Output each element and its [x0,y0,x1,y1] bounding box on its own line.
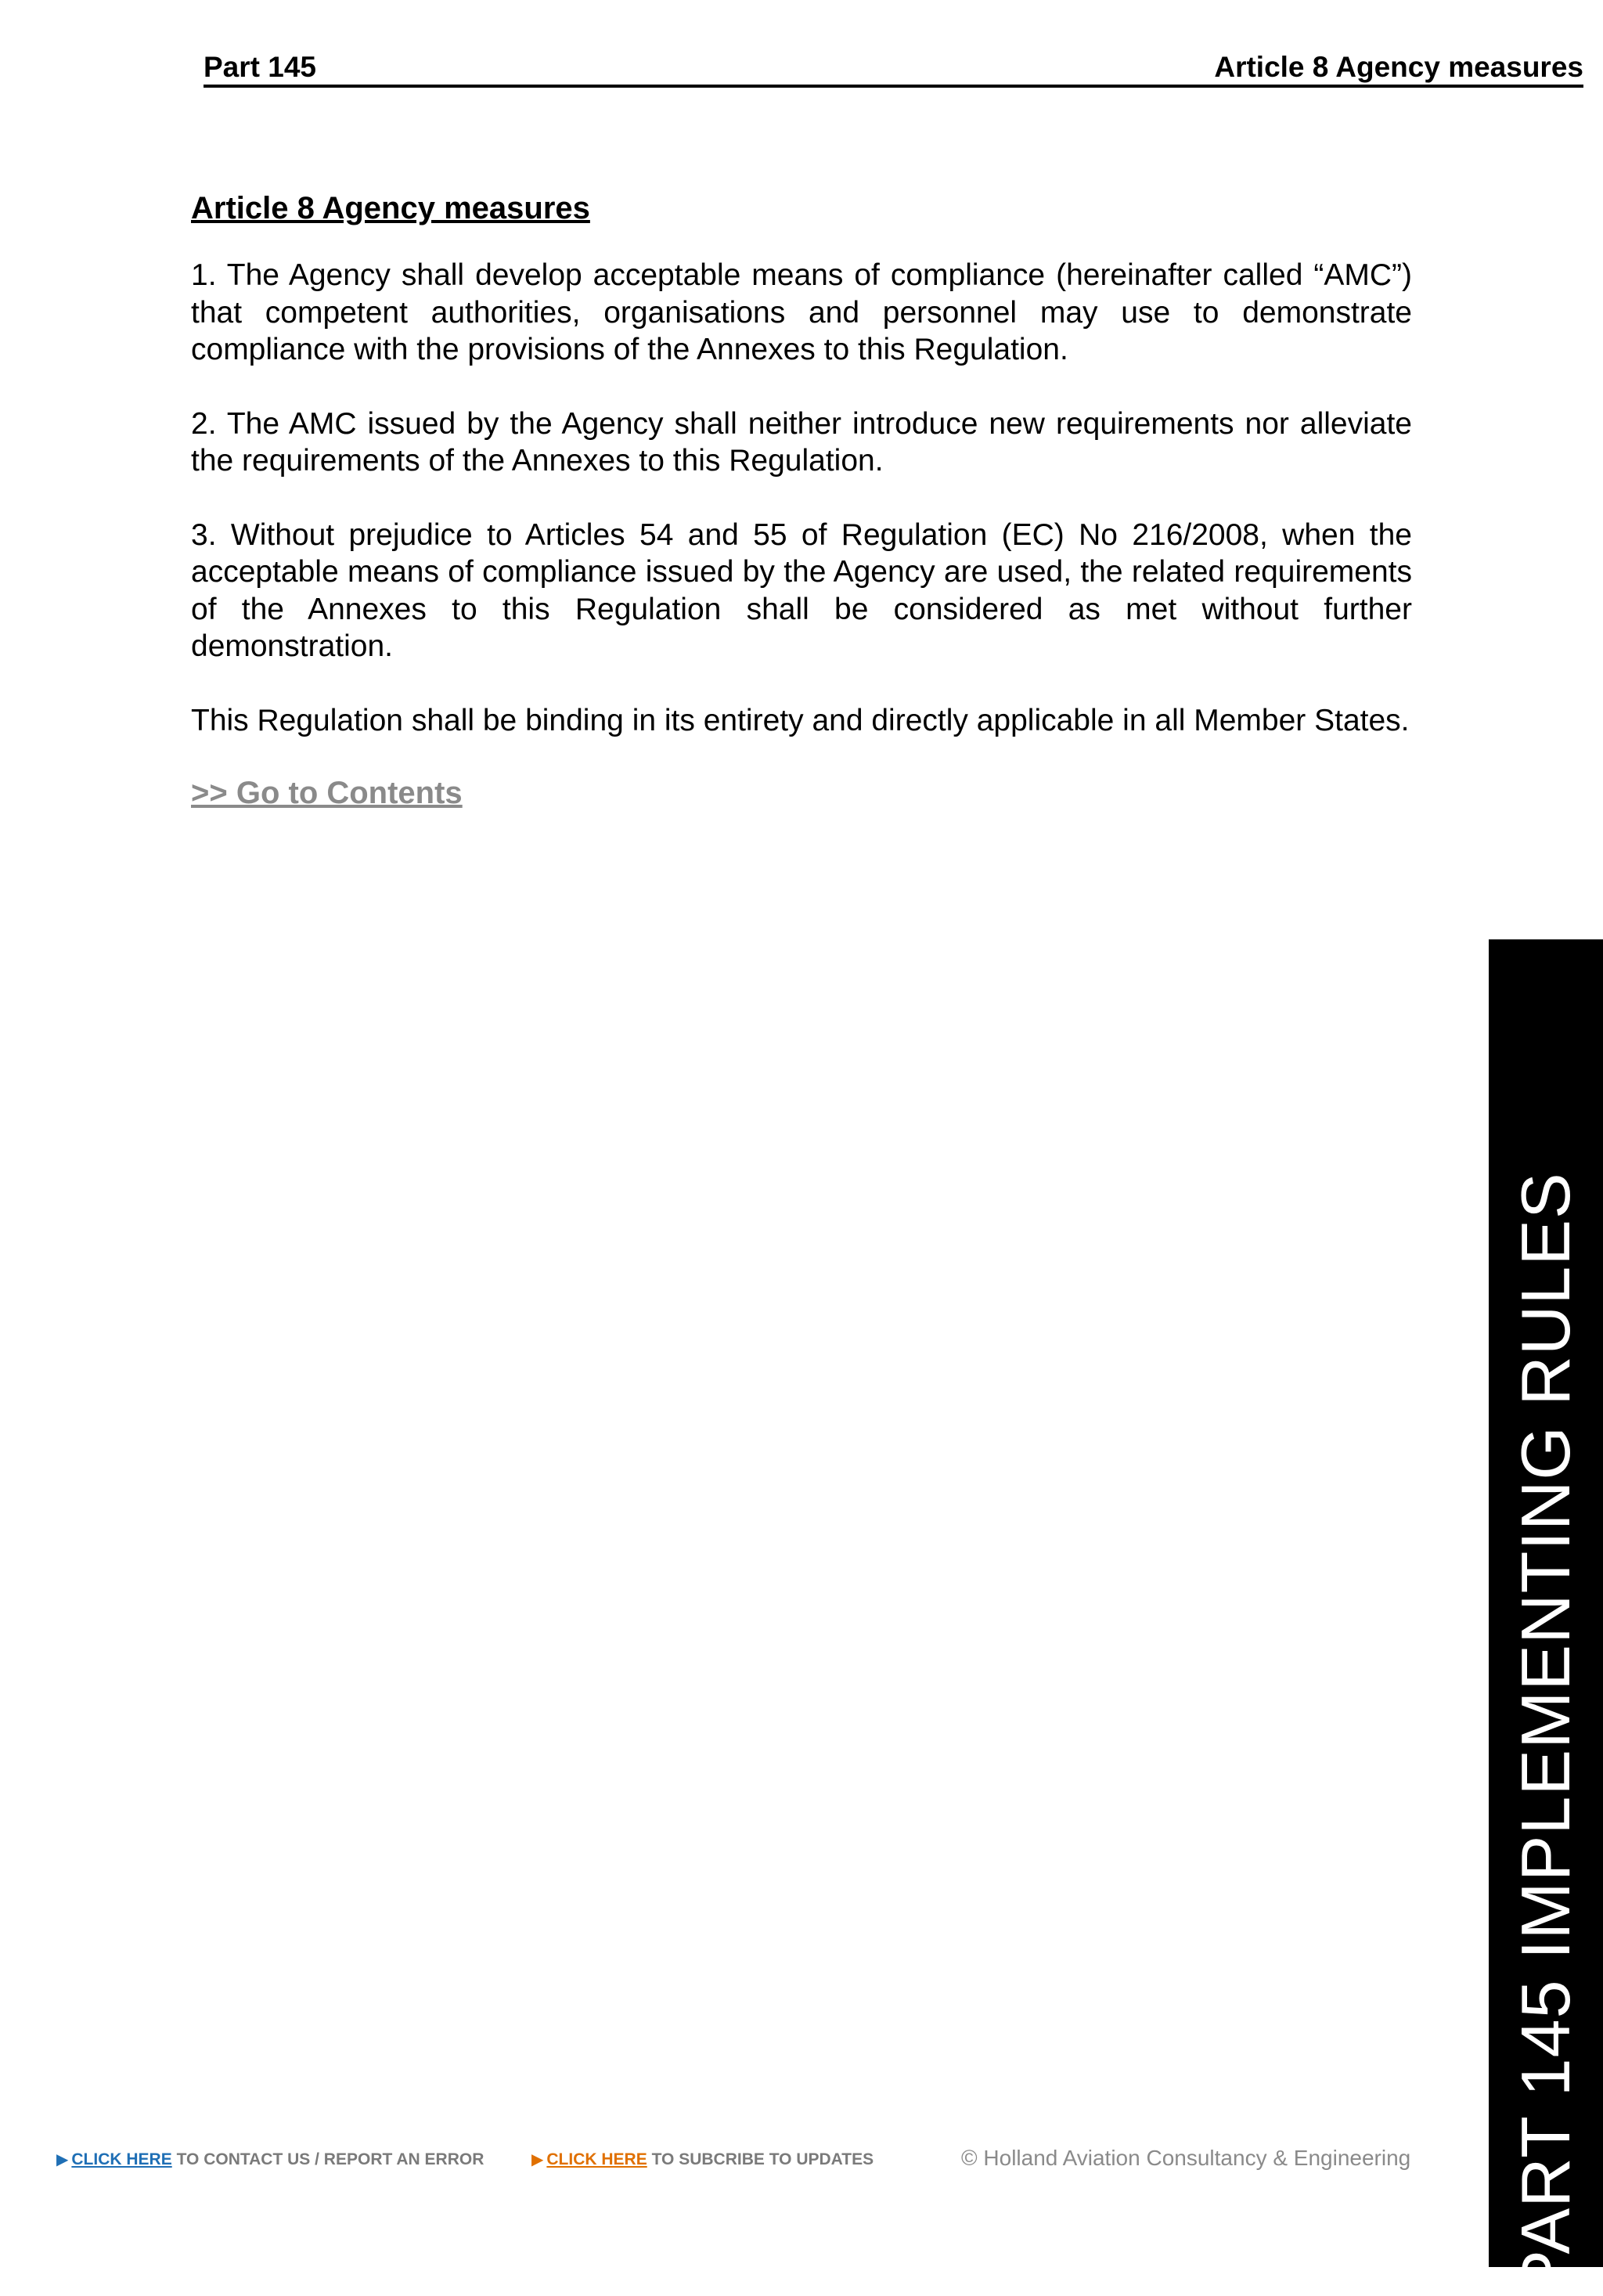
header-part-label: Part 145 [204,51,316,83]
footer-subscribe [531,2146,874,2173]
running-header [204,45,1583,88]
article-paragraph-3: 3. Without prejudice to Articles 54 and 55 of Regulation (EC) No 216/2008, when the acceptable means of compliance issued by the Agency are used, the related requirements of the Annexes to this Regulation shall be considered as met without further demonstration. [191,517,1412,663]
side-banner-label: PART 145 IMPLEMENTING RULES [1507,1172,1584,2296]
copyright-notice: © Holland Aviation Consultancy & Engineering [961,2146,1411,2170]
subscribe-text: TO SUBCRIBE TO UPDATES [651,2150,874,2168]
contact-text: TO CONTACT US / REPORT AN ERROR [176,2150,485,2168]
footer-contact [56,2146,484,2173]
article-paragraph-closing: This Regulation shall be binding in its entirety and directly applicable in all Member States. [191,703,1410,737]
article-paragraph-1: 1. The Agency shall develop acceptable means of compliance (hereinafter called “AMC”) that competent authorities, organisations and personnel may use to demonstrate compliance with the provisions of the Annexes to this Regulation. [191,258,1412,366]
article-body [191,186,1412,815]
go-to-contents-link[interactable]: >> Go to Contents [191,776,463,810]
header-article-label: Article 8 Agency measures [1214,51,1583,83]
contact-click-here-link[interactable]: CLICK HERE [71,2150,172,2168]
play-arrow-icon: ▶ [56,2151,69,2168]
side-banner [1489,939,1603,2296]
play-arrow-icon: ▶ [531,2151,544,2168]
article-title: Article 8 Agency measures [191,191,590,225]
subscribe-click-here-link[interactable]: CLICK HERE [546,2150,647,2168]
article-paragraph-2: 2. The AMC issued by the Agency shall neither introduce new requirements nor alleviate the requirements of the Annexes to this Regulation. [191,406,1412,478]
